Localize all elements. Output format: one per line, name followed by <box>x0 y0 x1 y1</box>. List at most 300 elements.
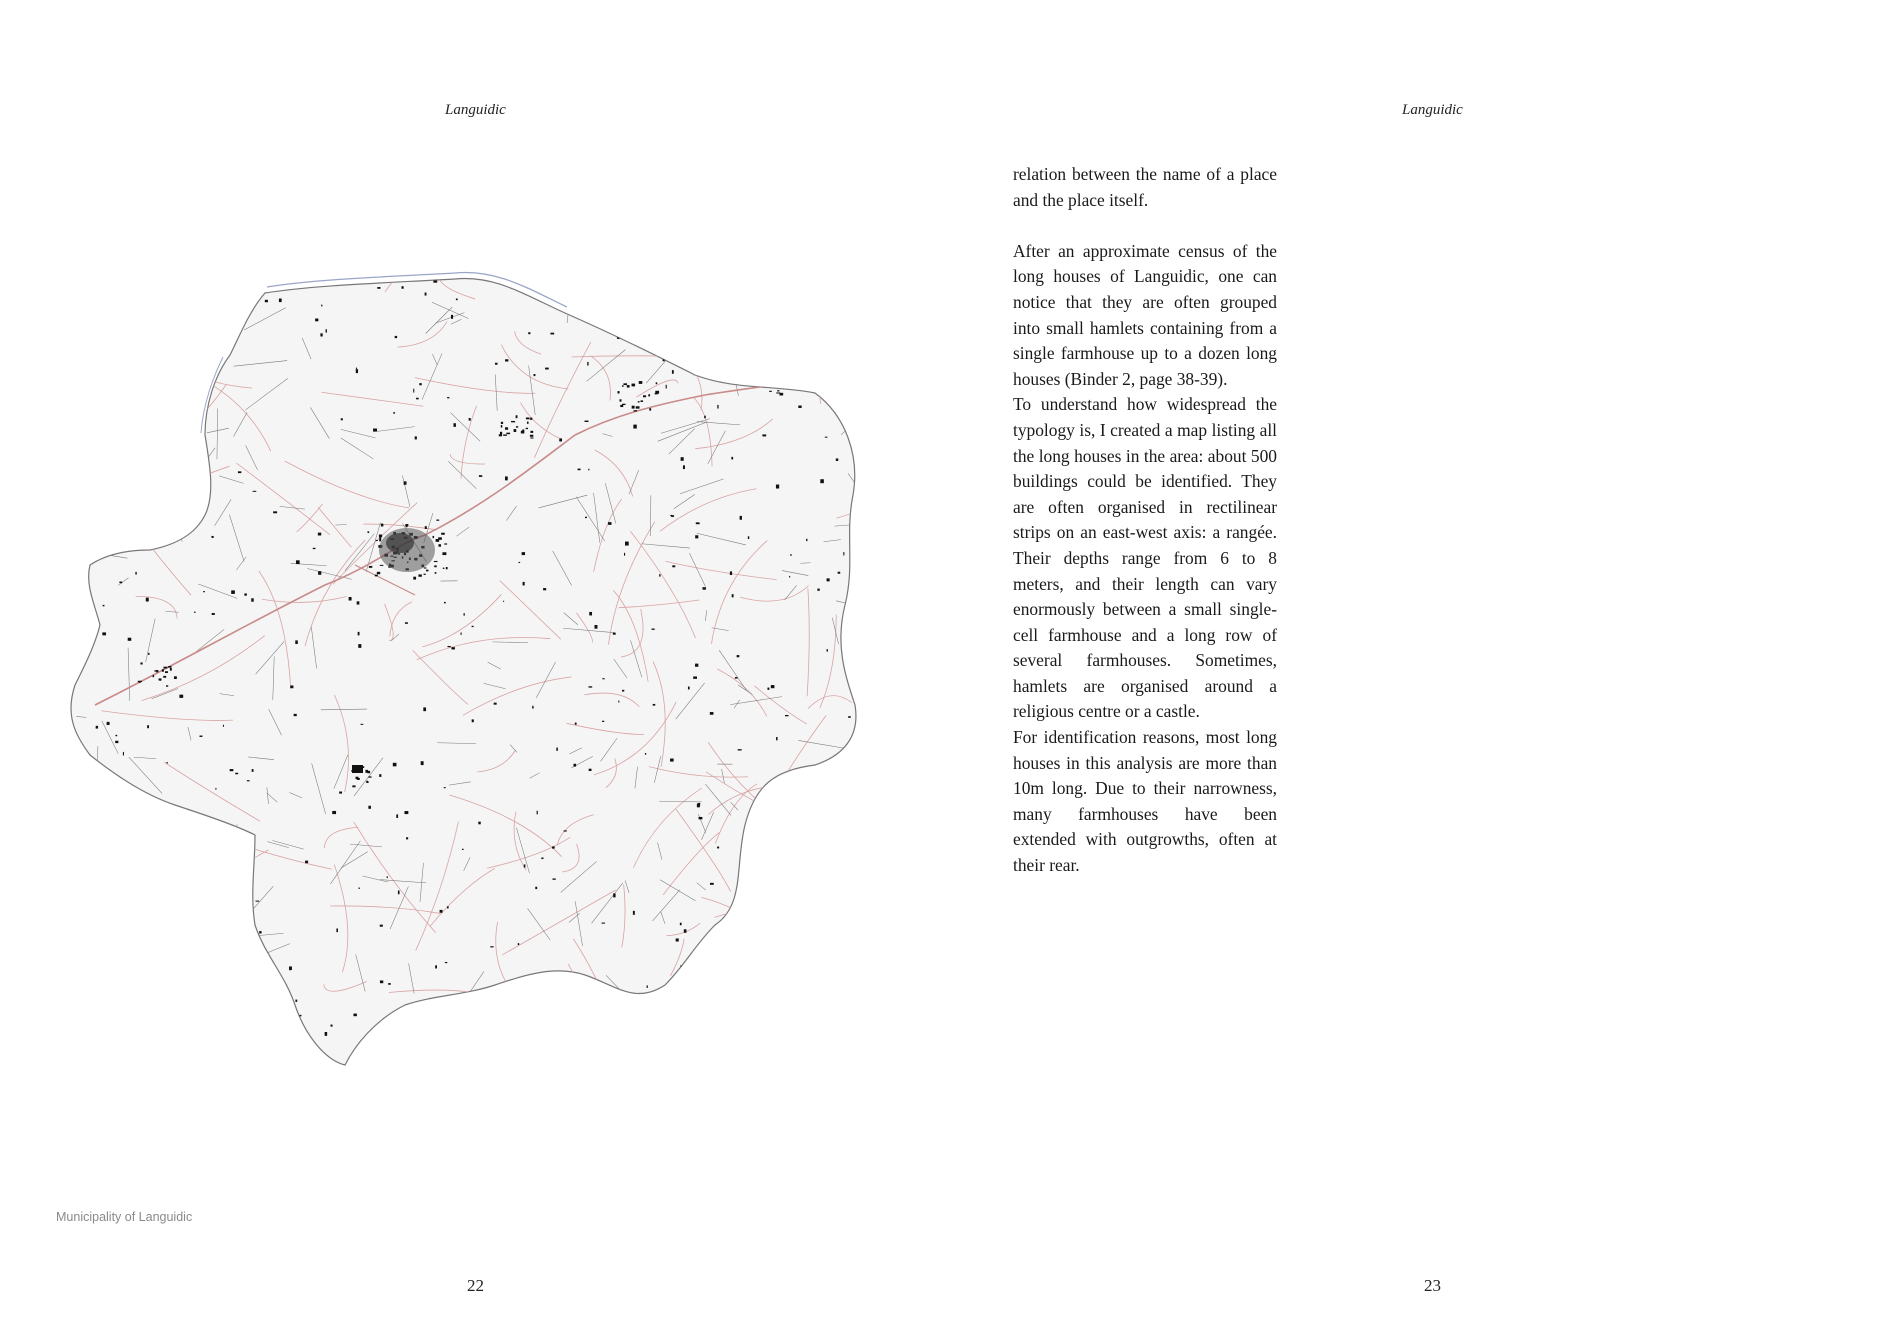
track <box>838 938 855 942</box>
building <box>825 437 828 438</box>
building <box>672 565 675 567</box>
building <box>415 436 417 439</box>
building <box>585 517 587 518</box>
building <box>352 785 355 787</box>
building <box>783 1018 785 1021</box>
building <box>737 655 740 657</box>
minor-road <box>553 1010 665 1037</box>
building <box>695 535 698 538</box>
building <box>680 923 682 926</box>
building <box>379 537 381 541</box>
building <box>516 415 518 418</box>
building <box>447 906 449 908</box>
building <box>438 544 440 547</box>
minor-road <box>547 1022 581 1060</box>
building <box>768 808 769 810</box>
building <box>451 647 454 649</box>
building <box>436 520 439 521</box>
building <box>405 622 408 624</box>
paragraph: relation between the name of a place and the place itself. <box>1013 164 1277 210</box>
building <box>165 367 167 369</box>
running-head-left: Languidic <box>445 102 506 118</box>
building <box>806 539 807 541</box>
building <box>836 458 838 460</box>
building <box>760 372 762 374</box>
building <box>215 788 216 790</box>
building <box>620 399 622 401</box>
building <box>564 830 567 831</box>
track <box>749 979 770 991</box>
building <box>163 667 167 669</box>
track <box>114 846 155 868</box>
building <box>199 736 202 737</box>
building <box>692 1014 693 1017</box>
building <box>318 571 321 575</box>
building <box>289 967 291 971</box>
building <box>747 873 749 876</box>
building <box>589 612 592 615</box>
building <box>608 522 611 525</box>
building <box>721 960 723 962</box>
building <box>550 333 554 335</box>
building <box>96 726 98 729</box>
building <box>530 437 533 438</box>
building <box>681 457 684 461</box>
building <box>613 893 615 897</box>
track <box>746 974 775 997</box>
building <box>402 1034 406 1037</box>
building <box>524 864 526 867</box>
track <box>198 863 228 878</box>
building <box>792 369 795 371</box>
building <box>829 339 832 342</box>
building <box>230 769 234 771</box>
track <box>75 854 87 880</box>
track <box>787 833 812 857</box>
minor-road <box>186 292 233 300</box>
track <box>674 1035 705 1056</box>
building <box>789 373 793 374</box>
building <box>159 678 162 680</box>
building <box>96 323 99 326</box>
building <box>447 646 450 647</box>
building <box>426 570 428 572</box>
building <box>103 605 105 606</box>
building <box>537 811 538 815</box>
track <box>141 340 168 351</box>
building <box>84 813 85 815</box>
building <box>500 432 502 435</box>
building <box>176 808 177 809</box>
building <box>511 421 515 422</box>
track <box>817 293 827 305</box>
building <box>622 385 624 386</box>
building <box>817 589 819 591</box>
building <box>780 369 783 372</box>
right-page <box>950 0 1900 1344</box>
building <box>167 762 168 763</box>
building <box>360 724 363 725</box>
building <box>416 398 419 400</box>
track <box>837 938 846 945</box>
building <box>663 1041 667 1043</box>
building <box>429 1043 431 1044</box>
minor-road <box>55 367 81 449</box>
page-number-right: 23 <box>1424 1276 1441 1295</box>
building <box>332 811 336 814</box>
building <box>801 278 802 281</box>
building <box>827 1026 829 1029</box>
building <box>718 1038 720 1041</box>
building <box>757 368 760 370</box>
track <box>760 361 780 386</box>
building <box>816 380 818 382</box>
building <box>759 375 763 376</box>
building <box>375 575 378 577</box>
track <box>107 803 123 855</box>
building <box>656 382 658 384</box>
building <box>526 417 530 419</box>
building <box>435 572 437 574</box>
building <box>585 421 589 422</box>
building <box>805 1048 808 1051</box>
building <box>526 428 528 429</box>
building <box>680 965 681 966</box>
building <box>781 372 783 373</box>
building <box>462 849 464 850</box>
track <box>840 920 884 943</box>
building <box>388 983 390 985</box>
building <box>367 531 369 533</box>
building <box>396 814 398 818</box>
building <box>370 1041 374 1042</box>
building <box>380 565 384 566</box>
building <box>534 374 536 376</box>
map-caption: Municipality of Languidic <box>56 1210 193 1224</box>
building <box>773 368 777 370</box>
building <box>433 536 435 538</box>
minor-road <box>220 952 269 1061</box>
track <box>91 451 122 454</box>
track <box>400 1024 445 1036</box>
building <box>358 644 361 648</box>
building <box>326 329 327 332</box>
building <box>514 429 517 432</box>
building <box>153 675 155 677</box>
minor-road <box>92 778 116 882</box>
building <box>331 1025 333 1027</box>
building <box>759 370 761 371</box>
building <box>535 887 537 889</box>
building <box>406 525 408 527</box>
building <box>790 554 791 556</box>
building <box>740 516 742 520</box>
building <box>280 978 282 981</box>
building <box>731 457 733 460</box>
building <box>166 685 168 686</box>
building <box>368 776 371 777</box>
track <box>164 410 184 416</box>
building <box>757 1034 760 1036</box>
building <box>545 368 549 370</box>
building <box>589 306 590 308</box>
minor-road <box>115 473 134 501</box>
building <box>503 434 507 435</box>
building <box>794 385 797 388</box>
building <box>160 492 164 495</box>
building <box>530 418 532 420</box>
building <box>165 671 168 673</box>
minor-road <box>75 1002 90 1062</box>
building <box>551 1051 555 1055</box>
building <box>618 391 620 393</box>
minor-road <box>233 846 240 908</box>
track <box>767 356 774 376</box>
building <box>296 560 300 564</box>
building <box>445 962 447 963</box>
building <box>767 688 769 690</box>
building <box>495 363 498 365</box>
building <box>147 327 150 329</box>
building <box>793 275 796 278</box>
building <box>688 687 690 690</box>
building <box>761 370 764 373</box>
minor-road <box>772 821 807 851</box>
building <box>156 670 158 672</box>
building <box>523 582 525 586</box>
track <box>58 935 104 952</box>
minor-road <box>765 909 872 979</box>
building <box>639 381 643 384</box>
building <box>681 1017 684 1021</box>
minor-road <box>836 305 852 344</box>
building <box>440 910 443 913</box>
building <box>279 299 282 303</box>
building <box>778 325 781 327</box>
minor-road <box>104 381 134 407</box>
building <box>702 587 705 589</box>
building <box>785 1058 786 1061</box>
building <box>423 707 426 711</box>
minor-road <box>572 984 598 1005</box>
building <box>501 422 503 424</box>
building <box>756 375 759 378</box>
minor-road <box>228 265 263 293</box>
building <box>290 685 293 688</box>
building <box>732 594 734 597</box>
building <box>641 400 644 402</box>
building <box>698 803 701 806</box>
building <box>115 735 117 736</box>
paragraph: For identification reasons, most long houses in this analysis are more than 10m long. Due to their narrowness, many farmhouses have been extended with outgrowths, often at their rear. <box>1013 727 1277 876</box>
building <box>552 846 555 848</box>
track <box>160 304 209 305</box>
building <box>717 405 718 409</box>
building <box>472 626 474 627</box>
building <box>762 434 766 436</box>
building <box>265 300 268 302</box>
building <box>453 423 455 427</box>
building <box>253 491 257 492</box>
track <box>71 445 82 449</box>
building <box>418 574 421 576</box>
building <box>777 390 779 391</box>
building <box>377 287 380 289</box>
building <box>464 613 465 616</box>
minor-road <box>129 393 168 451</box>
track <box>697 352 714 378</box>
building <box>123 752 124 756</box>
building <box>766 378 770 380</box>
building <box>556 748 558 751</box>
minor-road <box>144 960 163 1001</box>
building <box>102 632 106 635</box>
building <box>528 332 530 334</box>
building <box>211 536 213 538</box>
body-text <box>1013 162 1277 879</box>
building <box>789 576 790 578</box>
building <box>633 911 635 915</box>
building <box>530 435 533 437</box>
building <box>791 355 792 356</box>
minor-road <box>134 825 238 886</box>
building <box>444 602 446 603</box>
minor-road <box>819 332 867 344</box>
building <box>602 721 604 722</box>
building <box>696 522 700 524</box>
building <box>129 947 133 950</box>
building <box>286 1023 290 1026</box>
track <box>555 980 590 1012</box>
minor-road <box>76 935 197 970</box>
running-head-right: Languidic <box>1402 102 1463 118</box>
building <box>295 1000 297 1002</box>
building <box>235 773 238 775</box>
building <box>129 433 132 436</box>
building <box>300 1015 302 1016</box>
building <box>622 690 624 692</box>
building <box>442 552 446 555</box>
building <box>838 572 841 574</box>
building <box>530 431 533 433</box>
building <box>247 780 250 781</box>
building <box>602 678 604 679</box>
page-number-left: 22 <box>467 1276 484 1295</box>
building <box>479 475 482 477</box>
building <box>208 824 211 827</box>
building <box>94 305 96 308</box>
building <box>212 613 215 615</box>
building <box>636 406 640 408</box>
track <box>614 994 635 1039</box>
track <box>790 819 810 853</box>
building <box>185 1062 187 1065</box>
building <box>80 996 82 1000</box>
building <box>404 481 407 484</box>
building <box>349 597 352 600</box>
building <box>226 281 227 282</box>
building <box>653 298 654 301</box>
building <box>622 404 626 405</box>
track <box>145 476 184 479</box>
building <box>777 805 780 806</box>
building <box>157 1049 160 1051</box>
building <box>659 574 660 576</box>
building <box>107 722 110 725</box>
track <box>118 426 145 454</box>
minor-road <box>745 318 784 376</box>
track <box>737 1013 759 1031</box>
minor-road <box>814 828 851 861</box>
building <box>369 566 372 568</box>
track <box>182 954 234 967</box>
building <box>527 422 529 424</box>
building <box>434 561 438 562</box>
building <box>559 438 562 441</box>
building <box>808 1032 812 1035</box>
building <box>773 995 775 998</box>
building <box>594 625 597 629</box>
building <box>721 348 725 350</box>
building <box>501 425 503 428</box>
building <box>147 725 149 728</box>
building <box>730 571 732 575</box>
minor-road <box>170 435 194 509</box>
municipality-map <box>55 265 885 1085</box>
track <box>771 789 773 816</box>
building <box>373 429 377 432</box>
building <box>522 429 524 432</box>
building <box>704 416 706 419</box>
track <box>779 985 824 989</box>
building <box>760 946 762 949</box>
minor-road <box>172 289 208 337</box>
building <box>406 837 408 839</box>
building <box>578 469 581 471</box>
building <box>811 967 814 970</box>
building <box>785 367 787 369</box>
building <box>735 677 738 679</box>
building <box>315 319 318 322</box>
building <box>357 778 360 780</box>
building <box>353 1014 356 1017</box>
building <box>313 548 316 549</box>
building <box>381 524 383 527</box>
building <box>632 384 636 387</box>
track <box>247 999 283 1033</box>
building <box>505 476 508 480</box>
building <box>140 662 142 664</box>
building <box>380 925 383 927</box>
building <box>231 590 235 594</box>
building <box>784 1054 786 1057</box>
paragraph: After an approximate census of the long houses of Languidic, one can notice that they are often grouped into small hamlets containing from a single farmhouse up to a dozen long houses (Binder 2, page 38-39). <box>1013 240 1277 389</box>
track <box>385 1032 395 1056</box>
building <box>478 822 480 825</box>
minor-road <box>693 317 781 376</box>
building <box>760 314 764 316</box>
building <box>767 368 769 370</box>
building <box>645 753 646 755</box>
building <box>115 741 118 743</box>
building <box>173 301 175 305</box>
building <box>359 888 360 889</box>
building <box>424 567 427 568</box>
track <box>129 348 139 353</box>
minor-road <box>137 317 196 375</box>
track <box>781 817 790 867</box>
building <box>149 366 151 367</box>
